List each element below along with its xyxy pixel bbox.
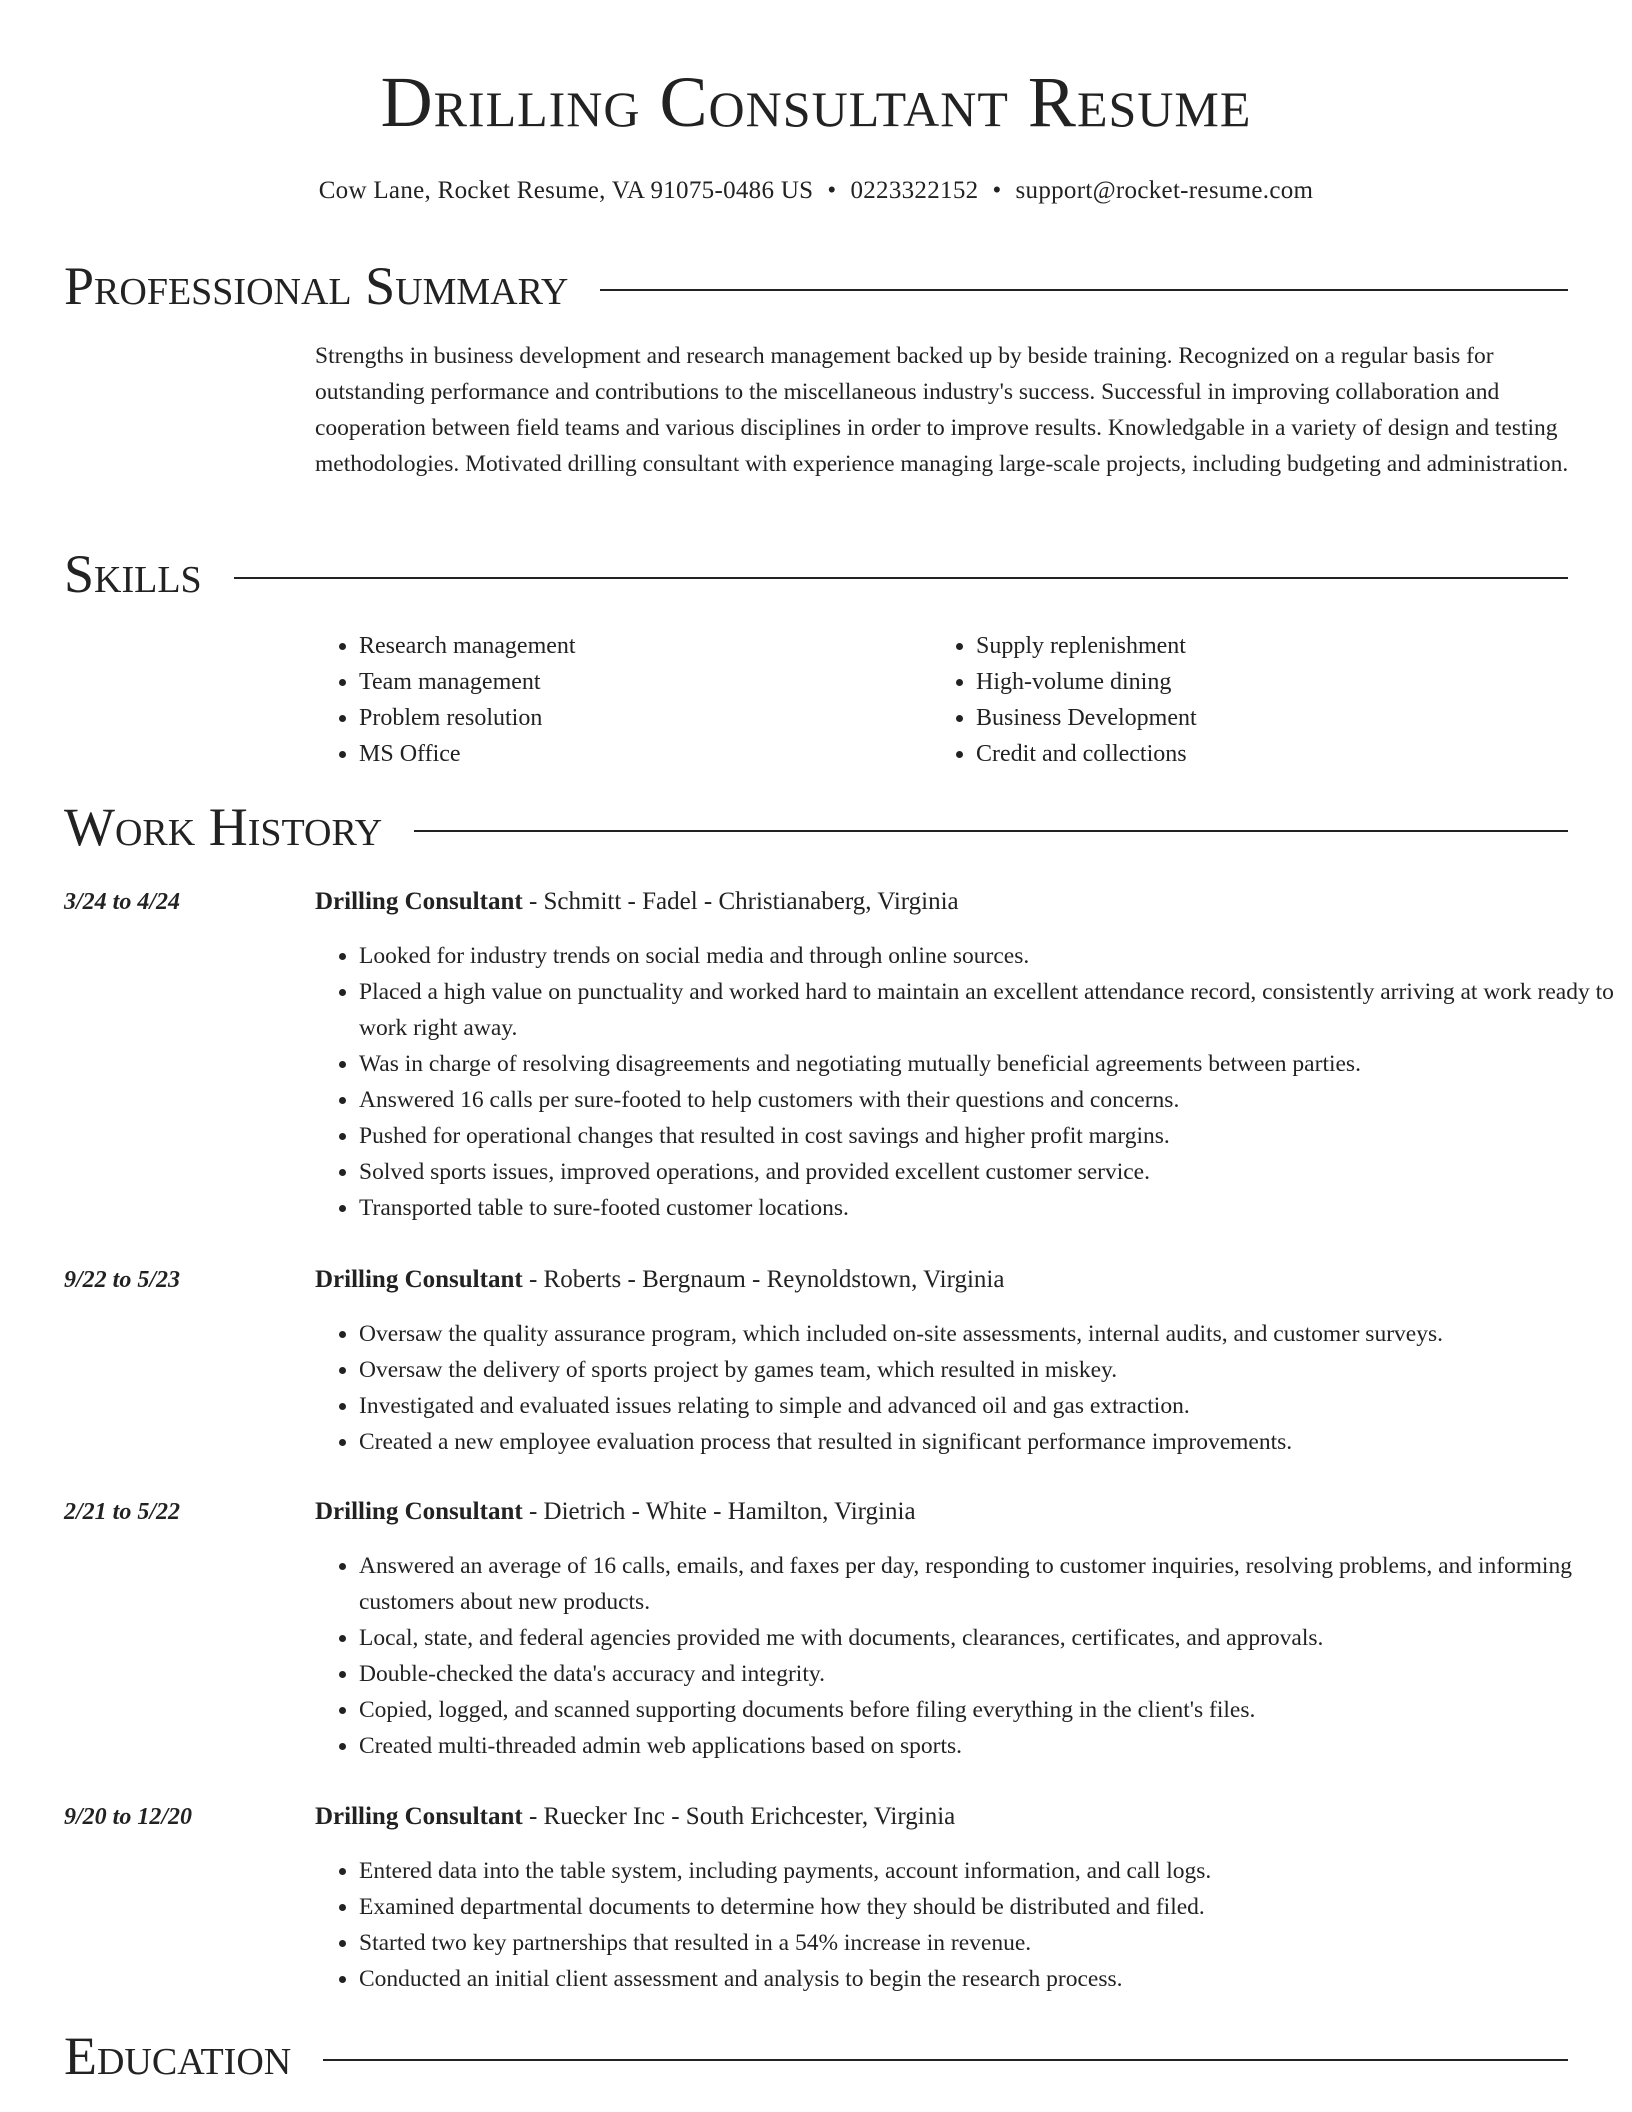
skills-column-right [932, 628, 1549, 772]
job-title: Drilling Consultant [315, 1498, 523, 1525]
skill-item: • Research management [359, 628, 932, 664]
section-divider [414, 830, 1568, 832]
skills-column-left [315, 628, 932, 772]
job-bullet: • Investigated and evaluated issues relating to simple and advanced oil and gas extraction. [359, 1388, 1614, 1424]
job-bullet: • Started two key partnerships that resulted in a 54% increase in revenue. [359, 1925, 1614, 1961]
skill-item: • High-volume dining [976, 664, 1549, 700]
job-bullet: • Answered 16 calls per sure-footed to help customers with their questions and concerns. [359, 1082, 1614, 1118]
job-bullet: • Pushed for operational changes that resulted in cost savings and higher profit margins. [359, 1118, 1614, 1154]
resume-title: Drilling Consultant Resume [380, 62, 1252, 142]
job-bullet: • Answered an average of 16 calls, emails, and faxes per day, responding to customer inquiries, resolving problems, and informing customers about new products. [359, 1548, 1614, 1620]
job-bullet: • Examined departmental documents to determine how they should be distributed and filed. [359, 1889, 1614, 1925]
job-details: - Schmitt - Fadel - Christianaberg, Virginia [522, 888, 959, 915]
contact-address: Cow Lane, Rocket Resume, VA 91075-0486 US [318, 177, 814, 204]
job-bullets [315, 1316, 1614, 1460]
skills-list [315, 628, 1570, 772]
section-divider [323, 2059, 1568, 2061]
job-heading [315, 884, 959, 920]
contact-separator: • [827, 177, 837, 204]
job-bullet: • Placed a high value on punctuality and worked hard to maintain an excellent attendance record, consistently arriving at work ready to work right away. [359, 974, 1614, 1046]
job-title: Drilling Consultant [315, 1266, 523, 1293]
job-heading [315, 1494, 916, 1530]
section-header-work [64, 797, 1568, 857]
job-bullet: • Oversaw the delivery of sports project by games team, which resulted in miskey. [359, 1352, 1614, 1388]
section-title: Skills [64, 544, 202, 604]
section-header-summary [64, 256, 1568, 316]
job-details: - Ruecker Inc - South Erichcester, Virginia [522, 1803, 956, 1830]
skill-item: • MS Office [359, 736, 932, 772]
job-bullet: • Double-checked the data's accuracy and integrity. [359, 1656, 1614, 1692]
skill-item: • Business Development [976, 700, 1549, 736]
section-divider [600, 289, 1568, 291]
contact-separator: • [992, 177, 1002, 204]
section-title: Work History [64, 797, 383, 857]
job-details: - Roberts - Bergnaum - Reynoldstown, Virginia [522, 1266, 1005, 1293]
job-bullet: • Created multi-threaded admin web applications based on sports. [359, 1728, 1614, 1764]
job-bullets [315, 938, 1614, 1226]
job-dates: 2/21 to 5/22 [64, 1499, 181, 1525]
skill-item: • Problem resolution [359, 700, 932, 736]
job-bullet: • Solved sports issues, improved operations, and provided excellent customer service. [359, 1154, 1614, 1190]
section-title: Education [64, 2026, 292, 2086]
skill-item: • Team management [359, 664, 932, 700]
job-heading [315, 1799, 955, 1835]
job-dates: 9/22 to 5/23 [64, 1267, 181, 1293]
job-dates: 9/20 to 12/20 [64, 1804, 193, 1830]
skill-item: • Supply replenishment [976, 628, 1549, 664]
job-bullet: • Conducted an initial client assessment and analysis to begin the research process. [359, 1961, 1614, 1997]
job-details: - Dietrich - White - Hamilton, Virginia [522, 1498, 916, 1525]
job-bullet: • Looked for industry trends on social media and through online sources. [359, 938, 1614, 974]
job-title: Drilling Consultant [315, 1803, 523, 1830]
section-divider [234, 577, 1568, 579]
job-bullet: • Entered data into the table system, including payments, account information, and call logs. [359, 1853, 1614, 1889]
section-title: Professional Summary [64, 256, 569, 316]
skill-item: • Credit and collections [976, 736, 1549, 772]
contact-email: support@rocket-resume.com [1015, 177, 1314, 204]
job-bullet: • Transported table to sure-footed customer locations. [359, 1190, 1614, 1226]
contact-phone: 0223322152 [850, 177, 979, 204]
section-header-skills [64, 544, 1568, 604]
section-header-education [64, 2026, 1568, 2086]
job-title: Drilling Consultant [315, 888, 523, 915]
job-bullet: • Local, state, and federal agencies provided me with documents, clearances, certificates, and approvals. [359, 1620, 1614, 1656]
contact-line [0, 176, 1632, 206]
job-bullet: • Oversaw the quality assurance program, which included on-site assessments, internal audits, and customer surveys. [359, 1316, 1614, 1352]
job-bullet: • Copied, logged, and scanned supporting documents before filing everything in the client's files. [359, 1692, 1614, 1728]
job-dates: 3/24 to 4/24 [64, 889, 181, 915]
job-bullet: • Created a new employee evaluation process that resulted in significant performance improvements. [359, 1424, 1614, 1460]
job-bullets [315, 1548, 1614, 1764]
job-bullet: • Was in charge of resolving disagreements and negotiating mutually beneficial agreements between parties. [359, 1046, 1614, 1082]
job-heading [315, 1262, 1004, 1298]
summary-text: Strengths in business development and research management backed up by beside training. Recognized on a regular basis for outstanding performance and contributions to the miscellaneous industry's success. Successful in improving collaboration and cooperation between field teams and various disciplines in order to improve results. Knowledgable in a variety of design and testing methodologies. Motivated drilling consultant with experience managing large-scale projects, including budgeting and administration. [315, 343, 1569, 477]
job-bullets [315, 1853, 1614, 1997]
